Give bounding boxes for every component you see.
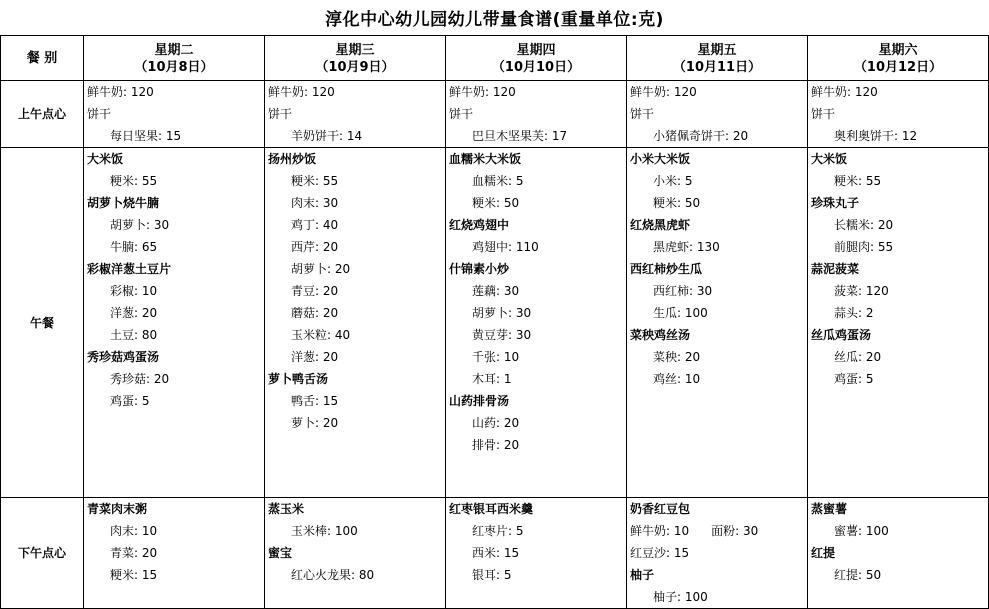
menu-cell <box>265 148 446 498</box>
ingredient-line: 青菜: 20 <box>110 546 158 560</box>
ingredient-line: 鸡丝: 10 <box>653 372 701 386</box>
ingredient-line: 蜜薯: 100 <box>834 524 889 538</box>
menu-table <box>0 35 989 609</box>
day-header <box>627 36 808 81</box>
ingredient-line: 粳米: 55 <box>110 174 158 188</box>
ingredient-line: 排骨: 20 <box>472 438 520 452</box>
ingredient-line: 红豆沙: 15 <box>630 546 690 560</box>
menu-cell <box>627 498 808 609</box>
ingredient-line: 粳米: 50 <box>472 196 520 210</box>
ingredient-line: 洋葱: 20 <box>291 350 339 364</box>
dish-name: 菜秧鸡丝汤 <box>630 328 691 342</box>
ingredient-line: 胡萝卜: 20 <box>291 262 351 276</box>
date-label: （10月9日） <box>315 59 395 75</box>
ingredient-line: 千张: 10 <box>472 350 520 364</box>
ingredient-line: 前腿肉: 55 <box>834 240 894 254</box>
ingredient-line: 胡萝卜: 30 <box>472 306 532 320</box>
ingredient-line: 银耳: 5 <box>472 568 512 582</box>
dish-name: 什锦素小炒 <box>449 262 510 276</box>
dish-name: 红烧黑虎虾 <box>630 218 691 232</box>
ingredient-line: 肉末: 30 <box>291 196 339 210</box>
dish-name: 蒜泥菠菜 <box>811 262 860 276</box>
menu-line: 羊奶饼干: 14 <box>291 129 363 143</box>
menu-cell <box>84 148 265 498</box>
ingredient-line: 蒜头: 2 <box>834 306 874 320</box>
menu-line: 饼干 <box>630 107 655 121</box>
meal-label-afternoon: 下午点心 <box>1 498 84 609</box>
ingredient-line: 丝瓜: 20 <box>834 350 882 364</box>
meal-label-lunch: 午餐 <box>1 148 84 498</box>
ingredient-line: 粳米: 50 <box>653 196 701 210</box>
meal-label-morning: 上午点心 <box>1 81 84 148</box>
date-label: （10月10日） <box>491 59 581 75</box>
ingredient-line: 粳米: 55 <box>291 174 339 188</box>
menu-cell <box>84 81 265 148</box>
page-title: 淳化中心幼儿园幼儿带量食谱(重量单位:克) <box>325 10 664 30</box>
ingredient-line: 西芹: 20 <box>291 240 339 254</box>
ingredient-line: 土豆: 80 <box>110 328 158 342</box>
ingredient-line: 玉米粒: 40 <box>291 328 351 342</box>
ingredient-line: 黄豆芽: 30 <box>472 328 532 342</box>
meal-column-header-text: 餐 别 <box>26 51 58 66</box>
ingredient-line: 血糯米: 5 <box>472 174 524 188</box>
dish-name: 奶香红豆包 <box>630 502 691 516</box>
menu-line: 鲜牛奶: 120 <box>630 85 697 99</box>
dish-name: 蜜宝 <box>268 546 293 560</box>
dish-name: 小米大米饭 <box>630 152 691 166</box>
menu-cell <box>84 498 265 609</box>
dish-name: 秀珍菇鸡蛋汤 <box>87 350 160 364</box>
ingredient-line: 长糯米: 20 <box>834 218 894 232</box>
ingredient-line: 生瓜: 100 <box>653 306 708 320</box>
ingredient-line: 西红柿: 30 <box>653 284 713 298</box>
ingredient-line: 木耳: 1 <box>472 372 512 386</box>
ingredient-line: 红提: 50 <box>834 568 882 582</box>
ingredient-line: 玉米棒: 100 <box>291 524 358 538</box>
ingredient-line: 菠菜: 120 <box>834 284 889 298</box>
menu-line: 饼干 <box>268 107 293 121</box>
dish-name: 珍珠丸子 <box>811 196 860 210</box>
ingredient-line: 黑虎虾: 130 <box>653 240 720 254</box>
menu-line: 小猪佩奇饼干: 20 <box>653 129 749 143</box>
ingredient-line: 胡萝卜: 30 <box>110 218 170 232</box>
menu-cell <box>265 498 446 609</box>
ingredient-line: 肉末: 10 <box>110 524 158 538</box>
ingredient-line: 小米: 5 <box>653 174 693 188</box>
dish-name: 红烧鸡翅中 <box>449 218 510 232</box>
ingredient-line: 彩椒: 10 <box>110 284 158 298</box>
weekday-label: 星期三 <box>335 42 375 58</box>
menu-cell <box>627 81 808 148</box>
dish-name: 西红柿炒生瓜 <box>630 262 703 276</box>
menu-cell <box>808 498 989 609</box>
dish-name: 青菜肉末粥 <box>87 502 148 516</box>
weekday-label: 星期四 <box>516 42 556 58</box>
ingredient-line: 鸡蛋: 5 <box>834 372 874 386</box>
ingredient-line: 红枣片: 5 <box>472 524 524 538</box>
ingredient-line: 鸡蛋: 5 <box>110 394 150 408</box>
dish-name: 大米饭 <box>87 152 124 166</box>
ingredient-line: 牛腩: 65 <box>110 240 158 254</box>
ingredient-pair-line <box>627 520 807 542</box>
date-label: （10月11日） <box>672 59 762 75</box>
ingredient-line: 洋葱: 20 <box>110 306 158 320</box>
menu-cell <box>808 148 989 498</box>
weekday-label: 星期六 <box>878 42 918 58</box>
menu-line: 饼干 <box>811 107 836 121</box>
menu-cell <box>265 81 446 148</box>
meal-column-header <box>1 36 84 81</box>
menu-line: 饼干 <box>449 107 474 121</box>
ingredient-line: 青豆: 20 <box>291 284 339 298</box>
ingredient-line: 柚子: 100 <box>653 590 708 604</box>
ingredient-line: 红心火龙果: 80 <box>291 568 375 582</box>
dish-name: 山药排骨汤 <box>449 394 510 408</box>
menu-line: 鲜牛奶: 120 <box>449 85 516 99</box>
date-label: （10月12日） <box>853 59 943 75</box>
ingredient-line: 鸭舌: 15 <box>291 394 339 408</box>
dish-name: 柚子 <box>630 568 655 582</box>
weekday-label: 星期五 <box>697 42 737 58</box>
dish-name: 彩椒洋葱土豆片 <box>87 262 172 276</box>
day-header <box>446 36 627 81</box>
menu-cell <box>808 81 989 148</box>
day-header <box>265 36 446 81</box>
dish-name: 扬州炒饭 <box>268 152 317 166</box>
date-label: （10月8日） <box>134 59 214 75</box>
dish-name: 萝卜鸭舌汤 <box>268 372 329 386</box>
weekday-label: 星期二 <box>154 42 194 58</box>
dish-name: 丝瓜鸡蛋汤 <box>811 328 872 342</box>
menu-cell <box>446 81 627 148</box>
ingredient-line: 蘑菇: 20 <box>291 306 339 320</box>
menu-line: 鲜牛奶: 120 <box>811 85 878 99</box>
ingredient-line: 粳米: 15 <box>110 568 158 582</box>
dish-name: 蒸玉米 <box>268 502 305 516</box>
menu-line: 每日坚果: 15 <box>110 129 182 143</box>
dish-name: 胡萝卜烧牛腩 <box>87 196 160 210</box>
menu-line: 鲜牛奶: 120 <box>268 85 335 99</box>
day-header <box>84 36 265 81</box>
ingredient-line: 山药: 20 <box>472 416 520 430</box>
ingredient-line: 西米: 15 <box>472 546 520 560</box>
ingredient-line: 面粉: 30 <box>711 524 759 538</box>
menu-cell <box>446 148 627 498</box>
dish-name: 红提 <box>811 546 836 560</box>
menu-line: 鲜牛奶: 120 <box>87 85 154 99</box>
ingredient-line: 菜秧: 20 <box>653 350 701 364</box>
menu-cell <box>446 498 627 609</box>
menu-cell <box>627 148 808 498</box>
ingredient-line: 粳米: 55 <box>834 174 882 188</box>
ingredient-line: 鲜牛奶: 10 <box>630 524 690 538</box>
ingredient-line: 萝卜: 20 <box>291 416 339 430</box>
menu-line: 奥利奥饼干: 12 <box>834 129 918 143</box>
menu-line: 巴旦木坚果芙: 17 <box>472 129 568 143</box>
ingredient-line: 莲藕: 30 <box>472 284 520 298</box>
dish-name: 血糯米大米饭 <box>449 152 522 166</box>
ingredient-line: 鸡丁: 40 <box>291 218 339 232</box>
dish-name: 红枣银耳西米羹 <box>449 502 534 516</box>
day-header <box>808 36 989 81</box>
menu-line: 饼干 <box>87 107 112 121</box>
dish-name: 蒸蜜薯 <box>811 502 848 516</box>
ingredient-line: 鸡翅中: 110 <box>472 240 539 254</box>
ingredient-line: 秀珍菇: 20 <box>110 372 170 386</box>
dish-name: 大米饭 <box>811 152 848 166</box>
